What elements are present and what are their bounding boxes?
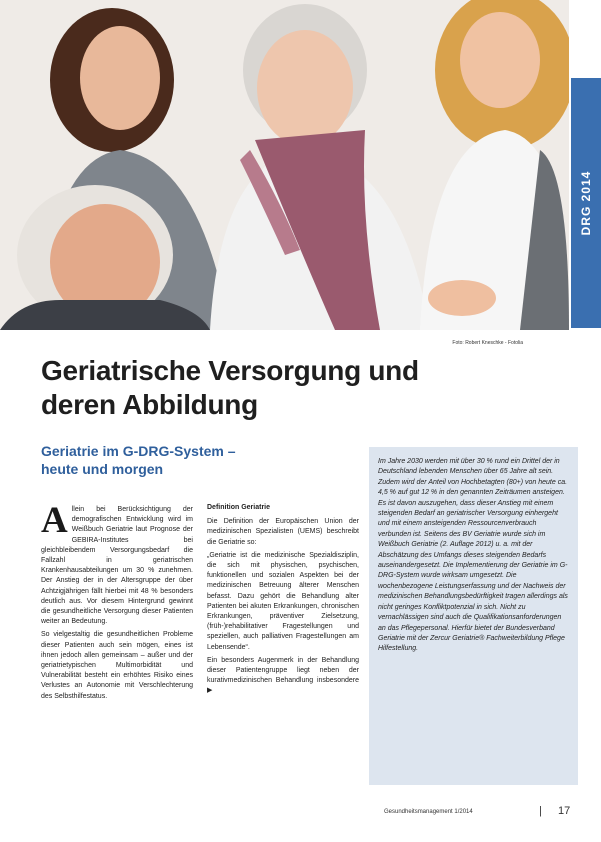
section-tab (571, 78, 601, 328)
intro-paragraph (41, 500, 193, 627)
article-title-line2: deren Abbildung (41, 389, 258, 420)
photo-credit: Foto: Robert Kneschke - Fotolia (452, 340, 523, 346)
intro-paragraph-text: llein bei Berücksichtigung der demografischen Entwicklung wird im Weißbuch Geriatrie laut Prognose der GEBIRA-Institutes bei gleichbleibendem Versorgungsbedarf die Fallzahl in geriatrischen Krankenhausabteilungen um 30 % zunehmen. Der Anstieg der in der Altersgruppe der über Achtzigjährigen fällt hierbei mit 48 % besonders deutlich aus. Vor diesem Hintergrund gewinnt die gesundheitliche Versorgung dieser Patienten weiter an Bedeutung. (41, 506, 193, 626)
definition-quote: „Geriatrie ist die medizinische Spezialdisziplin, die sich mit physischen, psychischen, funktionellen und sozialen Aspekten bei der medizinischen Betreuung älterer Menschen befasst. Dazu gehört die Behandlung alter Patienten bei akuten Erkrankungen, chronischen Erkrankungen, präventiver Zielsetzung, (früh-)rehabilitativer Fragestellungen und speziellen, auch palliativen Fragestellungen am Lebensende“. (207, 551, 359, 651)
definition-intro: Die Definition der Europäischen Union der medizinischen Spezialisten (UEMS) beschreibt die Geriatrie so: (207, 518, 359, 546)
article-title-line1: Geriatrische Versorgung und (41, 355, 419, 386)
photo-illustration (0, 0, 569, 330)
continue-arrow-icon: ▶ (207, 687, 213, 695)
article-subtitle (41, 442, 341, 478)
section-heading: Definition Geriatrie (207, 504, 271, 511)
page-number: 17 (558, 805, 571, 817)
info-box (369, 447, 578, 785)
journal-name: Gesundheitsmanagement 1/2014 (384, 809, 473, 815)
section-tab-label: DRG 2014 (579, 170, 593, 236)
footer-separator: | (539, 805, 542, 817)
article-subtitle-line1: Geriatrie im G-DRG-System – (41, 443, 236, 459)
text-column-2 (207, 503, 359, 700)
body-paragraph-text: Ein besonders Augenmerk in der Behandlung dieser Patientengruppe liegt neben der kurativmedizinischen Behandlung insbesondere (207, 656, 359, 685)
info-box-text: Im Jahre 2030 werden mit über 30 % rund ein Drittel der in Deutschland lebenden Menschen über 65 Jahre alt sein. Zudem wird der Anteil von Hochbetagten (80+) von heute ca. 4,5 % auf gut 12 % in den genannten Zeiträumen ansteigen. Es ist davon auszugehen, dass dieser Anstieg mit einem steigenden Bedarf an geriatrischer Versorgung einhergeht und mit einem ansteigenden Ressourcenverbrauch verbunden ist. Seitens des BV Geriatrie wurde sich im Weißbuch Geriatrie (2. Auflage 2012) u. a. mit der Abschätzung des Umfangs dieses steigenden Bedarfs auseinandergesetzt. Die Implementierung der Geriatrie im G-DRG-System wurde wirksam umgesetzt. Die wochenbezogene Leistungserfassung und der Nachweis der medizinischen Behandlungsbedürftigkeit tragen allerdings als nicht geringes Konfliktpotenzial in sich. Nicht zu vernachlässigen sind auch die Qualifikationsanforderungen an das Pflegepersonal. Hierfür bietet der Bundesverband Geriatrie mit der Zercur Geriatrie® Fachweiterbildung Pflege Hilfestellung. (378, 458, 568, 653)
header-photo (0, 0, 569, 330)
page-footer (384, 805, 574, 819)
article-subtitle-line2: heute und morgen (41, 461, 164, 477)
drop-cap: A (41, 500, 68, 541)
article-title (41, 354, 541, 422)
body-paragraph-continued (207, 656, 359, 697)
text-column-1 (41, 500, 193, 705)
body-paragraph: So vielgestaltig die gesundheitlichen Probleme dieser Patienten auch sein mögen, eines ist ihnen jedoch allen gemeinsam – außer und der geriatrietypischen Multimorbidität und Vulnerabilität besteht ein erhöhtes Risiko eines Verlustes an Autonomie mit Verschlechterung des Selbsthilfestatus. (41, 631, 193, 700)
